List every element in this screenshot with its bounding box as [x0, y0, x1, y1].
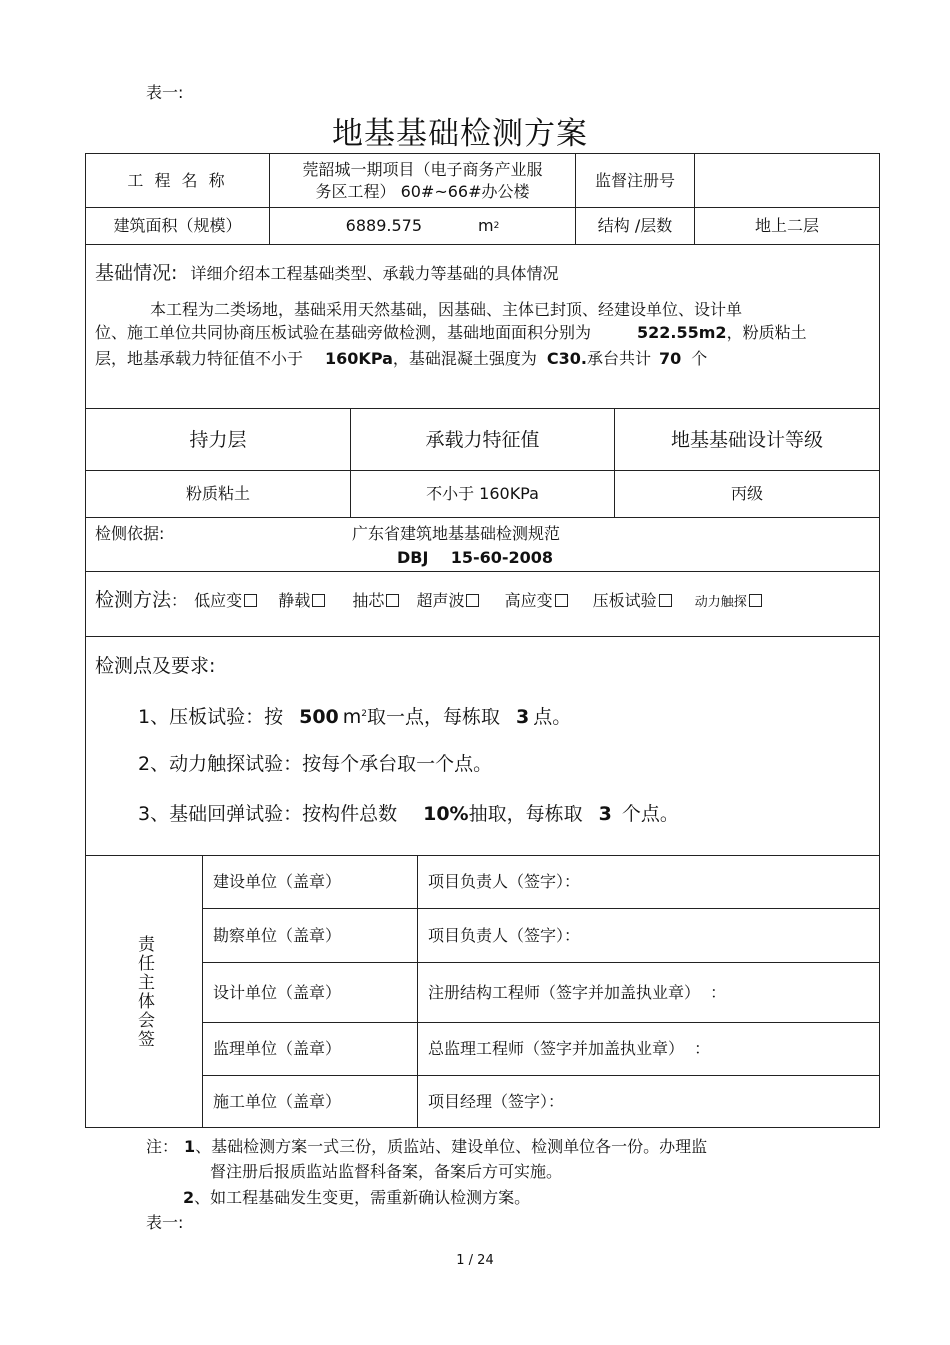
method-low-strain[interactable]: 低应变 — [194, 591, 257, 610]
signature-side-label-cell — [86, 856, 202, 1127]
checkbox-icon — [312, 594, 325, 607]
area-unit-sup: 2 — [493, 221, 500, 231]
signature-side-label: 责任主体会签 — [134, 934, 154, 1049]
method-ultrasonic[interactable]: 超声波 — [416, 591, 479, 610]
methods-row: 检测方法： 低应变 静载 抽芯 超声波 高应变 压板试验 动力触探 — [95, 585, 762, 612]
table-number-label: 表一: — [146, 83, 184, 102]
sign-construction[interactable]: 项目经理（签字）： — [428, 1091, 565, 1111]
basis-standard-name: 广东省建筑地基基础检测规范 — [352, 524, 561, 543]
method-dynamic-probe[interactable]: 动力触探 — [695, 595, 762, 610]
project-name-label: 工 程 名 称 — [127, 170, 228, 190]
bearing-header-capacity: 承载力特征值 — [425, 428, 540, 451]
foundation-hint: 详细介绍本工程基础类型、承载力等基础的具体情况 — [190, 264, 559, 283]
foundation-line-1: 本工程为二类场地，基础采用天然基础，因基础、主体已封顶、经建设单位、设计单 — [150, 300, 743, 319]
basis-standard-code: DBJ 15-60-2008 — [397, 548, 554, 567]
concrete-grade: C30. — [546, 349, 588, 368]
sign-survey[interactable]: 项目负责人（签字）： — [428, 925, 581, 945]
project-name-line1: 莞韶城一期项目（电子商务产业服 — [302, 159, 543, 179]
checkbox-icon — [555, 594, 568, 607]
area-unit: m — [478, 216, 494, 235]
structure-label: 结构 /层数 — [597, 216, 673, 235]
checkbox-icon — [386, 594, 399, 607]
note-2: 2、如工程基础发生变更，需重新确认检测方案。 — [183, 1188, 531, 1207]
requirement-3: 3、基础回弹试验：按构件总数 10%抽取，每栋取 3 个点。 — [138, 803, 679, 825]
requirements-label: 检测点及要求: — [95, 655, 216, 677]
bearing-header-grade: 地基基础设计等级 — [670, 428, 823, 451]
unit-owner: 建设单位（盖章） — [213, 872, 342, 891]
note-1-continued: 督注册后报质监站监督科备案，备案后方可实施。 — [210, 1162, 563, 1181]
foundation-section — [95, 258, 559, 285]
method-static-load[interactable]: 静载 — [278, 591, 325, 610]
note-1: 注： 1、基础检测方案一式三份，质监站、建设单位、检测单位各一份。办理监 — [146, 1137, 708, 1156]
sign-design[interactable]: 注册结构工程师（签字并加盖执业章） ： — [428, 982, 727, 1002]
bearing-value-grade: 丙级 — [730, 484, 763, 503]
unit-design: 设计单位（盖章） — [213, 982, 342, 1002]
checkbox-icon — [466, 594, 479, 607]
pile-cap-count: 70 — [659, 349, 682, 368]
method-core-drilling[interactable]: 抽芯 — [352, 591, 399, 610]
sign-supervision[interactable]: 总监理工程师（签字并加盖执业章） ： — [428, 1039, 711, 1058]
method-plate-load[interactable]: 压板试验 — [593, 591, 672, 610]
registration-value[interactable] — [695, 154, 879, 207]
bearing-value-capacity: 不小于 160KPa — [426, 484, 539, 503]
foundation-line-2: 位、施工单位共同协商压板试验在基础旁做检测，基础地面面积分别为 522.55m2，粉质粘土 — [95, 323, 807, 342]
page-number: 1 / 24 — [456, 1253, 494, 1268]
foundation-area-value: 522.55m2 — [637, 323, 727, 342]
method-high-strain[interactable]: 高应变 — [505, 591, 568, 610]
bearing-header-layer: 持力层 — [189, 428, 247, 451]
basis-label: 检侧依据: — [95, 524, 165, 543]
registration-label: 监督注册号 — [594, 170, 675, 190]
requirement-1: 1、压板试验：按 500 $m^2$取一点，每栋取 3 点。 — [138, 706, 572, 728]
unit-supervision: 监理单位（盖章） — [213, 1039, 342, 1058]
structure-value: 地上二层 — [754, 216, 819, 235]
bearing-value-layer: 粉质粘土 — [185, 484, 250, 503]
footer-table-label: 表一: — [146, 1213, 184, 1232]
methods-label: 检测方法 — [95, 589, 172, 611]
unit-survey: 勘察单位（盖章） — [213, 925, 342, 945]
document-title: 地基基础检测方案 — [332, 116, 588, 152]
project-name-value — [270, 154, 575, 207]
bearing-value: 160KPa — [325, 349, 393, 368]
unit-construction: 施工单位（盖章） — [213, 1091, 342, 1111]
checkbox-icon — [659, 594, 672, 607]
building-area-label: 建筑面积（规模） — [113, 216, 242, 235]
sign-owner[interactable]: 项目负责人（签字）： — [428, 872, 581, 891]
building-area-value — [270, 208, 575, 244]
area-number: 6889.575 — [345, 216, 422, 235]
checkbox-icon — [244, 594, 257, 607]
project-name-line2: 务区工程） 60#~66#办公楼 — [315, 181, 530, 201]
foundation-heading: 基础情况: — [95, 262, 178, 284]
foundation-line-3: 层，地基承载力特征值不小于 160KPa，基础混凝土强度为 C30.承台共计 70 个 — [95, 349, 708, 368]
requirement-2: 2、动力触探试验：按每个承台取一个点。 — [138, 753, 493, 775]
checkbox-icon — [749, 594, 762, 607]
